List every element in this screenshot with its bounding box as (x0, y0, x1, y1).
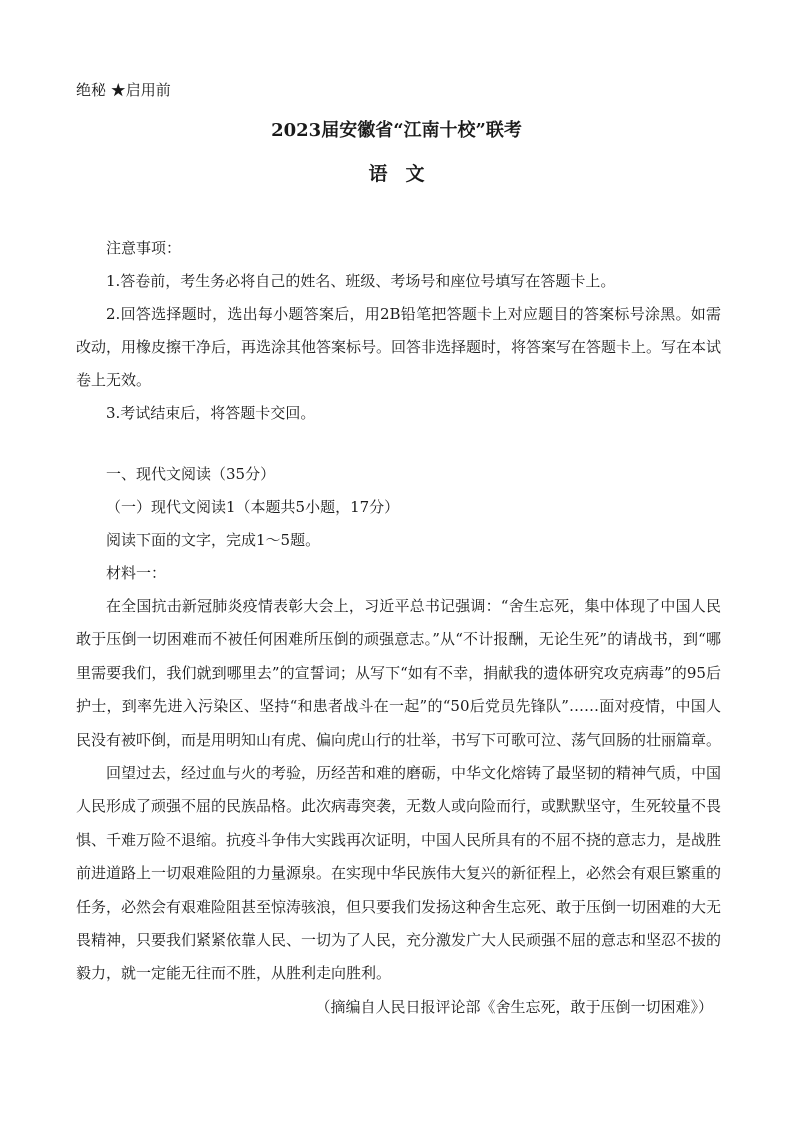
article-body (76, 590, 721, 991)
exam-title: 2023届安徽省“江南十校”联考 (271, 120, 522, 141)
subject-title: 语文 (368, 163, 443, 185)
notice-item: 2.回答选择题时，选出每小题答案后，用2B铅笔把答题卡上对应题目的答案标号涂黑。如需改动，用橡皮擦干净后，再选涂其他答案标号。回答非选择题时，将答案写在答题卡上。写在本试卷上无效。 (76, 305, 722, 389)
article-paragraph: 在全国抗击新冠肺炎疫情表彰大会上，习近平总书记强调：“舍生忘死，集中体现了中国人民敢于压倒一切困难而不被任何困难所压倒的顽强意志。”从“不计报酬，无论生死”的请战书，到“哪里需要我们，我们就到哪里去”的宣誓词；从写下“如有不幸，捐献我的遗体研究攻克病毒”的95后护士，到率先进入污染区、坚持“和患者战斗在一起”的“50后党员先锋队”……面对疫情，中国人民没有被吓倒，而是用明知山有虎、偏向虎山行的壮举，书写下可歌可泣、荡气回肠的壮丽篇章。 (76, 597, 722, 749)
notice-section (76, 232, 721, 430)
notice-item: 1.答卷前，考生务必将自己的姓名、班级、考场号和座位号填写在答题卡上。 (106, 272, 616, 290)
reading-section (76, 458, 721, 1024)
material-label: 材料一： (106, 564, 167, 582)
notice-item: 3.考试结束后，将答题卡交回。 (106, 404, 316, 422)
section-instruction: 阅读下面的文字，完成1～5题。 (106, 531, 321, 549)
article-paragraph: 回望过去，经过血与火的考验，历经苦和难的磨砺，中华文化熔铸了最坚韧的精神气质，中国人民形成了顽强不屈的民族品格。此次病毒突袭，无数人或向险而行，或默默坚守，生死较量不畏惧、千难万险不退缩。抗疫斗争伟大实践再次证明，中国人民所具有的不屈不挠的意志力，是战胜前进道路上一切艰难险阻的力量源泉。在实现中华民族伟大复兴的新征程上，必然会有艰巨繁重的任务，必然会有艰难险阻甚至惊涛骇浪，但只要我们发扬这种舍生忘死、敢于压倒一切困难的大无畏精神，只要我们紧紧依靠人民、一切为了人民，充分激发广大人民顽强不屈的意志和坚忍不拔的毅力，就一定能无往而不胜，从胜利走向胜利。 (76, 764, 722, 983)
confidential-label: 绝秘 ★启用前 (76, 81, 171, 99)
article-source: （摘编自人民日报评论部《舍生忘死，敢于压倒一切困难》） (315, 997, 713, 1016)
section-subheading: （一）现代文阅读1（本题共5小题，17分） (106, 498, 400, 516)
notice-heading: 注意事项： (106, 239, 182, 257)
section-heading: 一、现代文阅读（35分） (106, 465, 276, 483)
